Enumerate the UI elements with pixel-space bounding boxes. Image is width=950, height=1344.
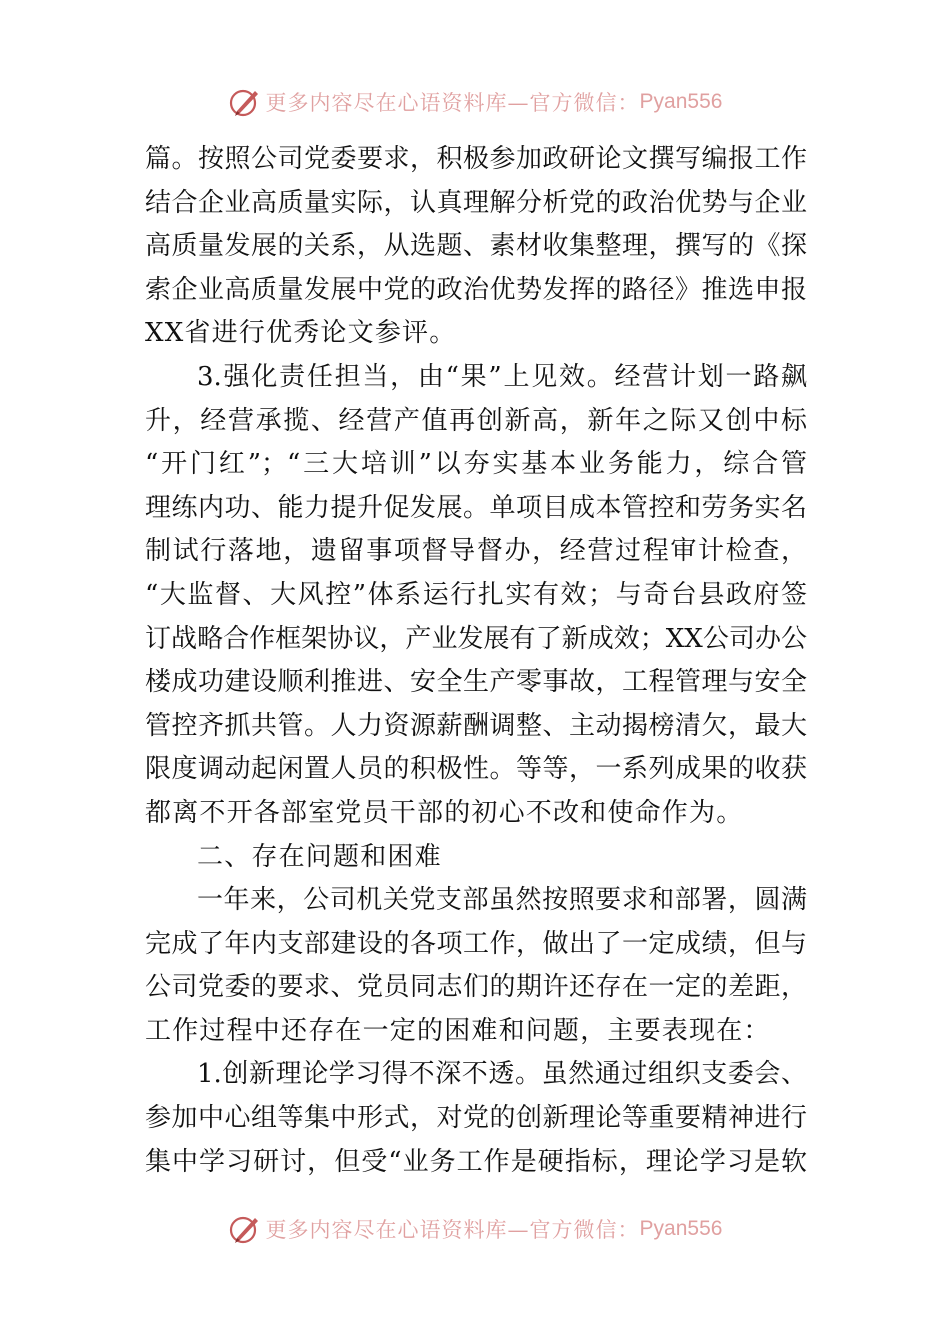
text-line: 订战略合作框架协议，产业发展有了新成效；XX公司办公: [145, 623, 807, 654]
watermark-wechat-id: Pyan556: [639, 1217, 723, 1240]
watermark-text: 更多内容尽在心语资料库—官方微信：: [265, 91, 640, 115]
text-line: 限度调动起闲置人员的积极性。等等，一系列成果的收获: [145, 754, 807, 785]
document-body: [145, 138, 807, 1184]
text-line: 篇。按照公司党委要求，积极参加政研论文撰写编报工作: [145, 144, 807, 174]
text-line: 工作过程中还存在一定的困难和问题，主要表现在：: [145, 1015, 771, 1046]
watermark-wechat-id: Pyan556: [639, 90, 723, 113]
text-line: 完成了年内支部建设的各项工作，做出了一定成绩，但与: [145, 928, 807, 959]
text-line: XX省进行优秀论文参评。: [145, 318, 457, 349]
text-line: 参加中心组等集中形式，对党的创新理论等重要精神进行: [145, 1103, 807, 1134]
text-line: “开门红”；“三大培训”以夯实基本业务能力，综合管: [145, 449, 807, 480]
text-line: 升，经营承揽、经营产值再创新高，新年之际又创中标: [145, 405, 807, 436]
text-line: 楼成功建设顺利推进、安全生产零事故，工程管理与安全: [145, 667, 807, 698]
text-line: 都离不开各部室党员干部的初心不改和使命作为。: [145, 797, 744, 828]
text-line: 结合企业高质量实际，认真理解分析党的政治优势与企业: [145, 187, 807, 218]
pen-logo-icon: [228, 85, 262, 119]
section-heading-line: 3.强化责任担当，由“果”上见效。经营计划一路飙: [197, 361, 807, 392]
text-line: “大监督、大风控”体系运行扎实有效；与奇台县政府签: [145, 579, 807, 610]
section-heading: 二、存在问题和困难: [197, 841, 442, 872]
watermark-text: 更多内容尽在心语资料库—官方微信：: [265, 1218, 640, 1242]
text-line: 集中学习研讨，但受“业务工作是硬指标，理论学习是软: [145, 1146, 807, 1177]
text-line: 公司党委的要求、党员同志们的期许还存在一定的差距，: [145, 972, 807, 1003]
text-line: 理练内功、能力提升促发展。单项目成本管控和劳务实名: [145, 492, 807, 523]
text-line: 索企业高质量发展中党的政治优势发挥的路径》推选申报: [145, 274, 807, 305]
watermark-footer: [0, 1209, 950, 1249]
section-heading-line: 1.创新理论学习得不深不透。虽然通过组织支委会、: [197, 1059, 807, 1090]
text-line: 制试行落地，遗留事项督导督办，经营过程审计检查，: [145, 536, 807, 567]
text-line: 管控齐抓共管。人力资源薪酬调整、主动揭榜清欠，最大: [145, 710, 807, 741]
watermark-header: [0, 82, 950, 122]
text-line: 高质量发展的关系，从选题、素材收集整理，撰写的《探: [145, 231, 807, 262]
pen-logo-icon: [228, 1212, 262, 1246]
text-line: 一年来，公司机关党支部虽然按照要求和部署，圆满: [197, 885, 807, 916]
